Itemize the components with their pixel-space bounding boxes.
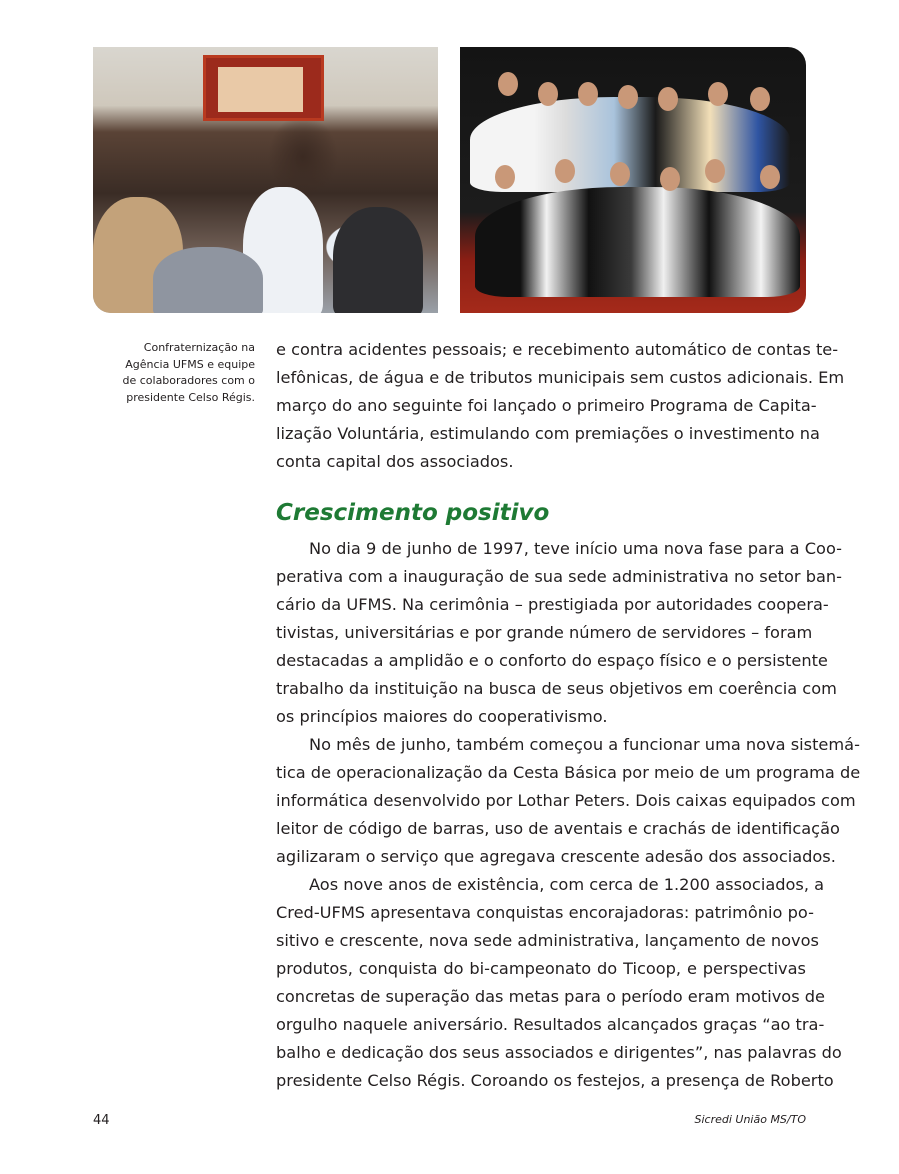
text-line: concretas de superação das metas para o período eram motivos de [276, 987, 826, 1006]
photo-front-row [475, 187, 800, 297]
text-line: lização Voluntária, estimulando com premiações o investimento na [276, 424, 820, 443]
photo-face [708, 82, 728, 106]
photo-face [658, 87, 678, 111]
text-line: e contra acidentes pessoais; e recebimento automático de contas te- [276, 340, 839, 359]
paragraph-2 [276, 535, 843, 731]
publication-name: Sicredi União MS/TO [694, 1113, 806, 1126]
text-line: sitivo e crescente, nova sede administrativa, lançamento de novos [276, 931, 819, 950]
text-line: No dia 9 de junho de 1997, teve início uma nova fase para a Coo- [309, 539, 842, 558]
paragraph-4 [276, 871, 842, 1095]
photo-face [610, 162, 630, 186]
text-line: março do ano seguinte foi lançado o primeiro Programa de Capita- [276, 396, 817, 415]
paragraph-1 [276, 336, 845, 476]
text-line: conta capital dos associados. [276, 452, 514, 471]
photo-face [578, 82, 598, 106]
photo-face [498, 72, 518, 96]
photo-caption [100, 340, 255, 406]
text-line: presidente Celso Régis. Coroando os festejos, a presença de Roberto [276, 1071, 834, 1090]
section-heading: Crescimento positivo [276, 500, 550, 526]
paragraph-3 [276, 731, 861, 871]
photo-face [760, 165, 780, 189]
photo-face [538, 82, 558, 106]
text-line: perativa com a inauguração de sua sede administrativa no setor ban- [276, 567, 843, 586]
text-line: agilizaram o serviço que agregava crescente adesão dos associados. [276, 847, 836, 866]
caption-line: de colaboradores com o [122, 374, 255, 387]
text-line: destacadas a amplidão e o conforto do espaço físico e o persistente [276, 651, 828, 670]
photo-face [495, 165, 515, 189]
text-line: trabalho da instituição na busca de seus objetivos em coerência com [276, 679, 837, 698]
photo-face [660, 167, 680, 191]
text-line: tivistas, universitárias e por grande número de servidores – foram [276, 623, 813, 642]
text-line: lefônicas, de água e de tributos municipais sem custos adicionais. Em [276, 368, 845, 387]
photo-door-opening [218, 67, 303, 112]
text-line: Aos nove anos de existência, com cerca de 1.200 associados, a [309, 875, 825, 894]
photo-agency-celebration [93, 47, 438, 313]
text-line: informática desenvolvido por Lothar Peters. Dois caixas equipados com [276, 791, 856, 810]
page-number: 44 [93, 1113, 110, 1128]
caption-line: Confraternização na [143, 341, 255, 354]
text-line: produtos, conquista do bi-campeonato do Ticoop, e perspectivas [276, 959, 806, 978]
text-line: balho e dedicação dos seus associados e dirigentes”, nas palavras do [276, 1043, 842, 1062]
photo-face [555, 159, 575, 183]
text-line: leitor de código de barras, uso de aventais e crachás de identificação [276, 819, 840, 838]
photo-back-row [470, 97, 790, 192]
text-line: No mês de junho, também começou a funcionar uma nova sistemá- [309, 735, 860, 754]
photo-figure [153, 247, 263, 313]
photo-face [618, 85, 638, 109]
photo-face [705, 159, 725, 183]
text-line: tica de operacionalização da Cesta Básica por meio de um programa de [276, 763, 861, 782]
caption-line: Agência UFMS e equipe [125, 357, 255, 371]
photo-face [750, 87, 770, 111]
text-line: cário da UFMS. Na cerimônia – prestigiada por autoridades coopera- [276, 595, 829, 614]
photo-figure [333, 207, 423, 313]
text-line: orgulho naquele aniversário. Resultados alcançados graças “ao tra- [276, 1015, 825, 1034]
photo-staff-group [460, 47, 806, 313]
caption-line: presidente Celso Régis. [126, 390, 255, 404]
text-line: os princípios maiores do cooperativismo. [276, 707, 608, 726]
text-line: Cred-UFMS apresentava conquistas encorajadoras: patrimônio po- [276, 903, 814, 922]
